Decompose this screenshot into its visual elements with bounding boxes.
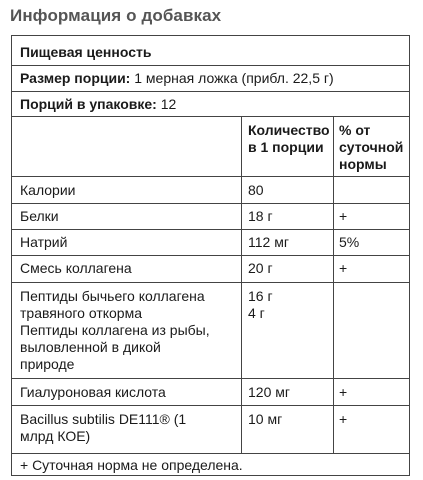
column-header-dv: % от суточной нормы: [339, 122, 404, 172]
nutrient-name: Bacillus subtilis DE111® (1 млрд КОЕ): [20, 411, 187, 444]
nutrient-name: Пептиды бычьего коллагена травяного откорма Пептиды коллагена из рыбы, выловленной в дикой природе: [20, 288, 210, 372]
nutrient-dv: +: [339, 208, 348, 224]
nutrient-amount: 112 мг: [248, 234, 289, 250]
nutrient-name: Калории: [20, 182, 76, 198]
serving-size-value: 1 мерная ложка (прибл. 22,5 г): [134, 70, 334, 86]
column-header-amount: Количество в 1 порции: [248, 122, 330, 155]
divider: [12, 203, 409, 204]
nutrient-dv: +: [339, 384, 348, 400]
servings-per-container: [20, 96, 176, 112]
supplement-facts-panel: [11, 35, 410, 476]
footnote: + Суточная норма не определена.: [20, 457, 243, 473]
divider: [12, 255, 409, 256]
nutrient-dv: +: [339, 260, 348, 276]
servings-value: 12: [160, 96, 177, 112]
nutrient-amount: 120 мг: [248, 384, 290, 400]
column-divider: [241, 116, 242, 453]
divider: [12, 116, 409, 117]
nutrient-name: Гиалуроновая кислота: [20, 384, 166, 400]
divider: [12, 176, 409, 177]
nutrient-amount: 16 г 4 г: [248, 288, 273, 321]
nutrient-amount: 18 г: [248, 208, 273, 224]
nutrient-name: Смесь коллагена: [20, 260, 132, 276]
servings-label: Порций в упаковке:: [20, 96, 157, 112]
divider: [12, 229, 409, 230]
serving-size-label: Размер порции:: [20, 70, 131, 86]
section-heading: Пищевая ценность: [20, 44, 152, 60]
nutrient-dv: +: [339, 411, 348, 427]
divider: [12, 65, 409, 66]
serving-size: [20, 70, 334, 86]
nutrient-dv: 5%: [339, 234, 360, 250]
nutrient-amount: 10 мг: [248, 411, 283, 427]
divider: [12, 282, 409, 283]
nutrient-amount: 20 г: [248, 260, 273, 276]
nutrient-amount: 80: [248, 182, 264, 198]
divider: [12, 378, 409, 379]
divider: [12, 91, 409, 92]
divider: [12, 405, 409, 406]
column-divider: [333, 116, 334, 453]
page-title: Информация о добавках: [10, 6, 222, 25]
divider: [12, 453, 409, 454]
nutrient-name: Белки: [20, 208, 59, 224]
nutrient-name: Натрий: [20, 234, 68, 250]
